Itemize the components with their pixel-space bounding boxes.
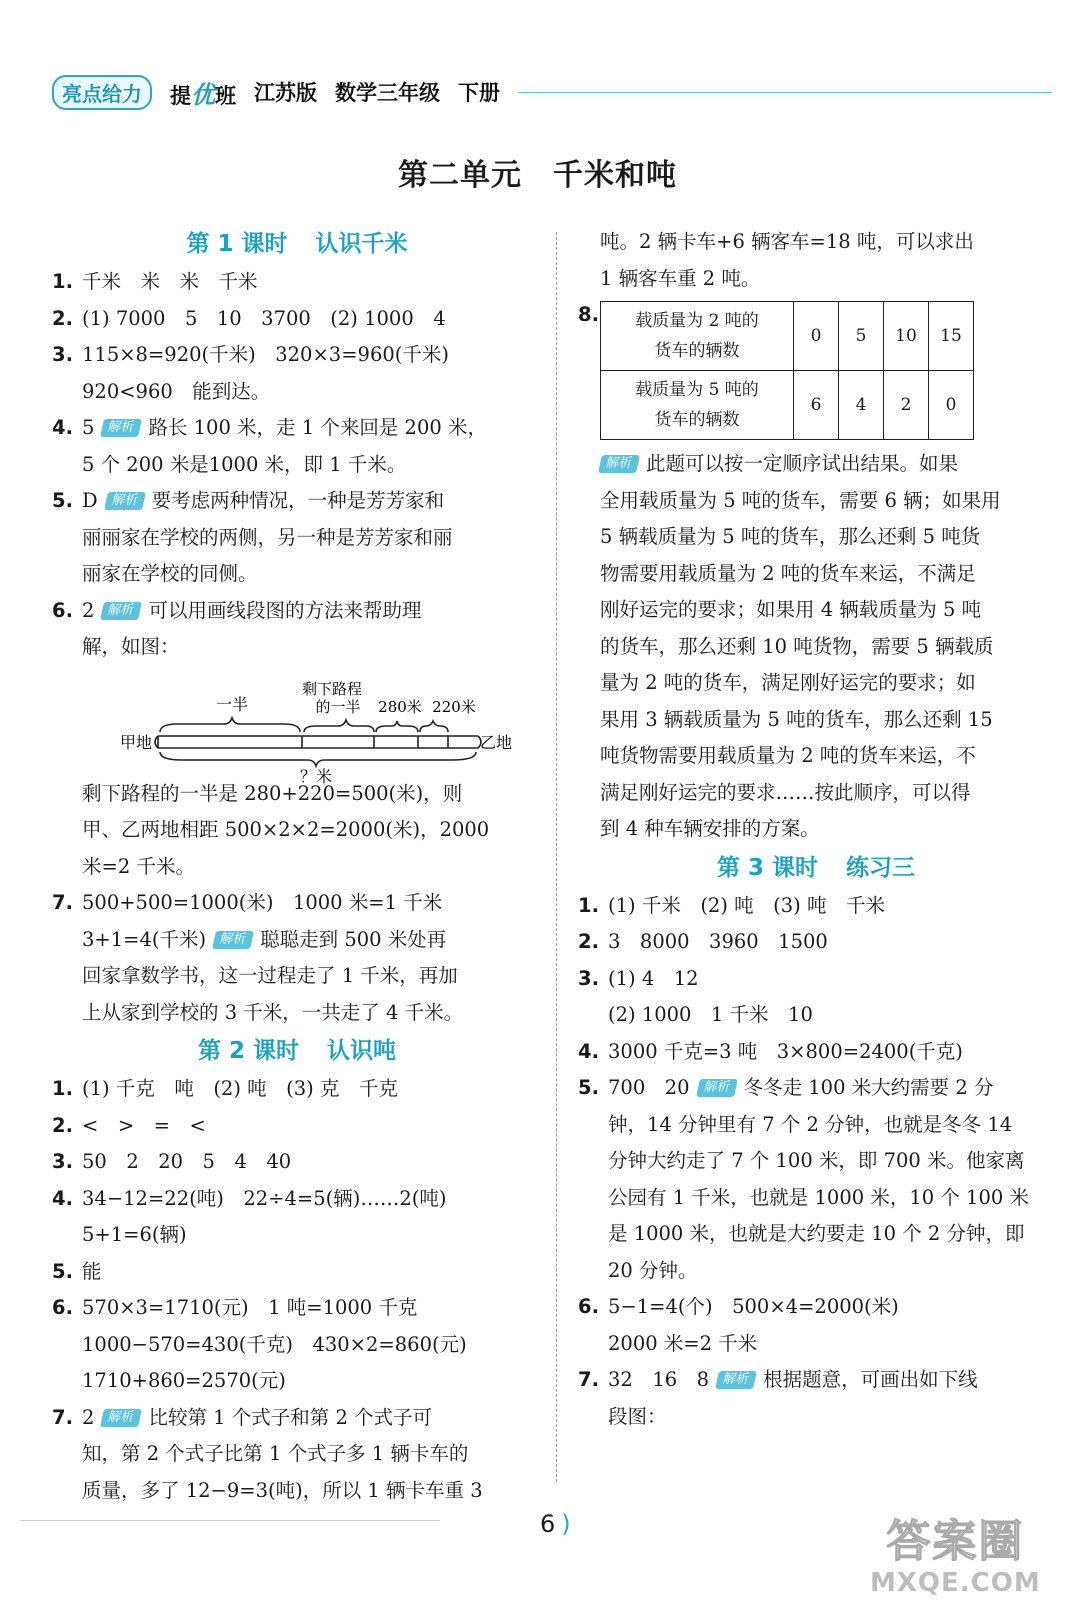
- column-divider: [556, 232, 557, 1482]
- header-rule: [518, 92, 1052, 93]
- l3-answer-7: 7. 32 16 8 解析 根据题意，可画出如下线 段图：: [578, 1368, 978, 1428]
- l3-answer-4: 4. 3000 千克=3 吨 3×800=2400(千克): [578, 1039, 963, 1063]
- answer-3: 3. 115×8=920(千米) 320×3=960(千米) 920<960 能到达。: [52, 343, 449, 403]
- answer-6-cont: 剩下路程的一半是 280+220=500(米)，则 甲、乙两地相距 500×2×2=2000(米)，2000 米=2 千米。: [82, 781, 490, 878]
- page-header: [52, 72, 1052, 112]
- analysis-tag: 解析: [696, 1079, 738, 1097]
- analysis-tag: 解析: [101, 1409, 143, 1427]
- answer-5: 5. D 解析 要考虑两种情况，一种是芳芳家和 丽丽家在学校的两侧，另一种是芳芳家和丽 丽家在学校的同侧。: [52, 489, 453, 585]
- brace-280: [376, 721, 418, 732]
- label-jia: 甲地: [120, 732, 153, 752]
- l2-answer-7: 7. 2 解析 比较第 1 个式子和第 2 个式子可 知，第 2 个式子比第 1 个式子多 1 辆卡车的 质量，多了 12−9=3(吨)，所以 1 辆卡车重 3: [52, 1405, 483, 1502]
- analysis-tag: 解析: [101, 419, 143, 437]
- l3-answer-1: 1. (1) 千米 (2) 吨 (3) 吨 千米: [578, 893, 885, 917]
- brace-half: [160, 718, 300, 732]
- brace-rest-half: [304, 720, 374, 732]
- truck-table: [600, 301, 974, 440]
- label-half: 一半: [215, 694, 249, 714]
- label-rest-2: 的一半: [315, 697, 361, 716]
- l2-answer-7-cont: 吨。2 辆卡车+6 辆客车=18 吨，可以求出 1 辆客车重 2 吨。: [600, 230, 974, 290]
- volume: 下册: [458, 81, 500, 105]
- left-column: [52, 224, 542, 1509]
- watermark: 答案圈 MXQE.COM: [870, 1516, 1041, 1598]
- page-arc-icon: ): [561, 1510, 571, 1538]
- l2-answer-1: 1. (1) 千克 吨 (2) 吨 (3) 克 千克: [52, 1077, 398, 1100]
- answer-4: 4. 5 解析 路长 100 米，走 1 个来回是 200 米， 5 个 200 米是1000 米，即 1 千米。: [52, 416, 487, 476]
- analysis-tag: 解析: [104, 492, 146, 510]
- table-row: 载质量为 5 吨的 货车的辆数 6 4 2 0: [601, 371, 974, 440]
- l2-answer-2: 2. < > = <: [52, 1113, 206, 1137]
- label-220: 220米: [432, 697, 476, 716]
- l3-answer-5: 5. 700 20 解析 冬冬走 100 米大约需要 2 分 钟，14 分钟里有 7 个 2 分钟，也就是冬冬 14 分钟大约走了 7 个 100 米，即 700 米。他家离 公园有 1 千米，也就是 1000 米，10 个 100 米 是 1000 米，也就是大约要走 10 个 2 分钟，即 20 分钟。: [578, 1076, 1029, 1282]
- segment-bars: [158, 736, 478, 748]
- analysis-tag: 解析: [715, 1371, 757, 1389]
- brace-total: [160, 752, 476, 766]
- l2-answer-4: 4. 34−12=22(吨) 22÷4=5(辆)……2(吨) 5+1=6(辆): [52, 1186, 447, 1246]
- answer-6: 6. 2 解析 可以用画线段图的方法来帮助理 解，如图：: [52, 598, 422, 658]
- label-rest-1: 剩下路程: [301, 679, 363, 698]
- series-name: 提优班: [170, 80, 236, 109]
- answer-8-analysis: 解析 此题可以按一定顺序试出结果。如果 全用载质量为 5 吨的货车，需要 6 辆；如果用 5 辆载质量为 5 吨的货车，那么还剩 5 吨货 物需要用载质量为 2 吨的货车来运，不满足 刚好运完的要求；如果用 4 辆载质量为 5 吨 的货车，那么还剩 10 吨货物，需要 5 辆载质 量为 2 吨的货车，满足刚好运完的要求；如 果用 3 辆载质量为 5 吨的货车，那么还剩 15 吨货物需要用载质量为 2 吨的货车来运，不 满足刚好运完的要求……按此顺序，可以得 到 4 种车辆安排的方案。: [600, 452, 1001, 840]
- lesson-1-heading: 第 1 课时 认识千米: [186, 231, 408, 257]
- l2-answer-3: 3. 50 2 20 5 4 40: [52, 1150, 292, 1173]
- l2-answer-8: 8. 载质量为 2 吨的 货车的辆数 0 5 10 15 载质量为 5 吨的 货车的辆数 6 4 2 0: [578, 297, 1054, 446]
- analysis-tag: 解析: [598, 455, 640, 473]
- answer-7: 7. 500+500=1000(米) 1000 米=1 千米 3+1=4(千米) 解析 聪聪走到 500 米处再 回家拿数学书，这一过程走了 1 千米，再加 上从家到学校的 3 千米，一共走了 4 千米。: [52, 891, 464, 1024]
- analysis-tag: 解析: [212, 931, 254, 949]
- unit-title: 第二单元 千米和吨: [398, 158, 677, 193]
- subject: 数学三年级: [335, 81, 440, 105]
- table-row: 载质量为 2 吨的 货车的辆数 0 5 10 15: [601, 302, 974, 371]
- footer-rule: [20, 1520, 440, 1521]
- l2-answer-5: 5. 能: [52, 1259, 102, 1283]
- brand-badge: 亮点给力: [52, 75, 152, 110]
- l3-answer-6: 6. 5−1=4(个) 500×4=2000(米) 2000 米=2 千米: [578, 1295, 899, 1355]
- l2-answer-6: 6. 570×3=1710(元) 1 吨=1000 千克 1000−570=430(千克) 430×2=860(元) 1710+860=2570(元): [52, 1296, 467, 1392]
- label-yi: 乙地: [480, 732, 513, 752]
- lesson-3-heading: 第 3 课时 练习三: [716, 854, 916, 881]
- line-segment-diagram: [82, 666, 542, 786]
- brace-220: [420, 721, 448, 732]
- l3-answer-3: 3. (1) 4 12 (2) 1000 1 千米 10: [578, 966, 813, 1026]
- l3-answer-2: 2. 3 8000 3960 1500: [578, 930, 828, 953]
- answer-1: 1. 千米 米 米 千米: [52, 270, 258, 293]
- lesson-2-heading: 第 2 课时 认识吨: [197, 1038, 397, 1064]
- label-total: ？米: [299, 766, 333, 786]
- segment-svg: [82, 666, 513, 786]
- answer-2: 2. (1) 7000 5 10 3700 (2) 1000 4: [52, 306, 446, 330]
- right-column: [578, 224, 1054, 1435]
- edition: 江苏版: [254, 81, 317, 105]
- segment-ends: [155, 736, 481, 748]
- segment-ticks: [158, 736, 448, 748]
- label-280: 280米: [378, 697, 422, 716]
- analysis-tag: 解析: [101, 602, 143, 620]
- page-number: 6 ): [540, 1510, 571, 1538]
